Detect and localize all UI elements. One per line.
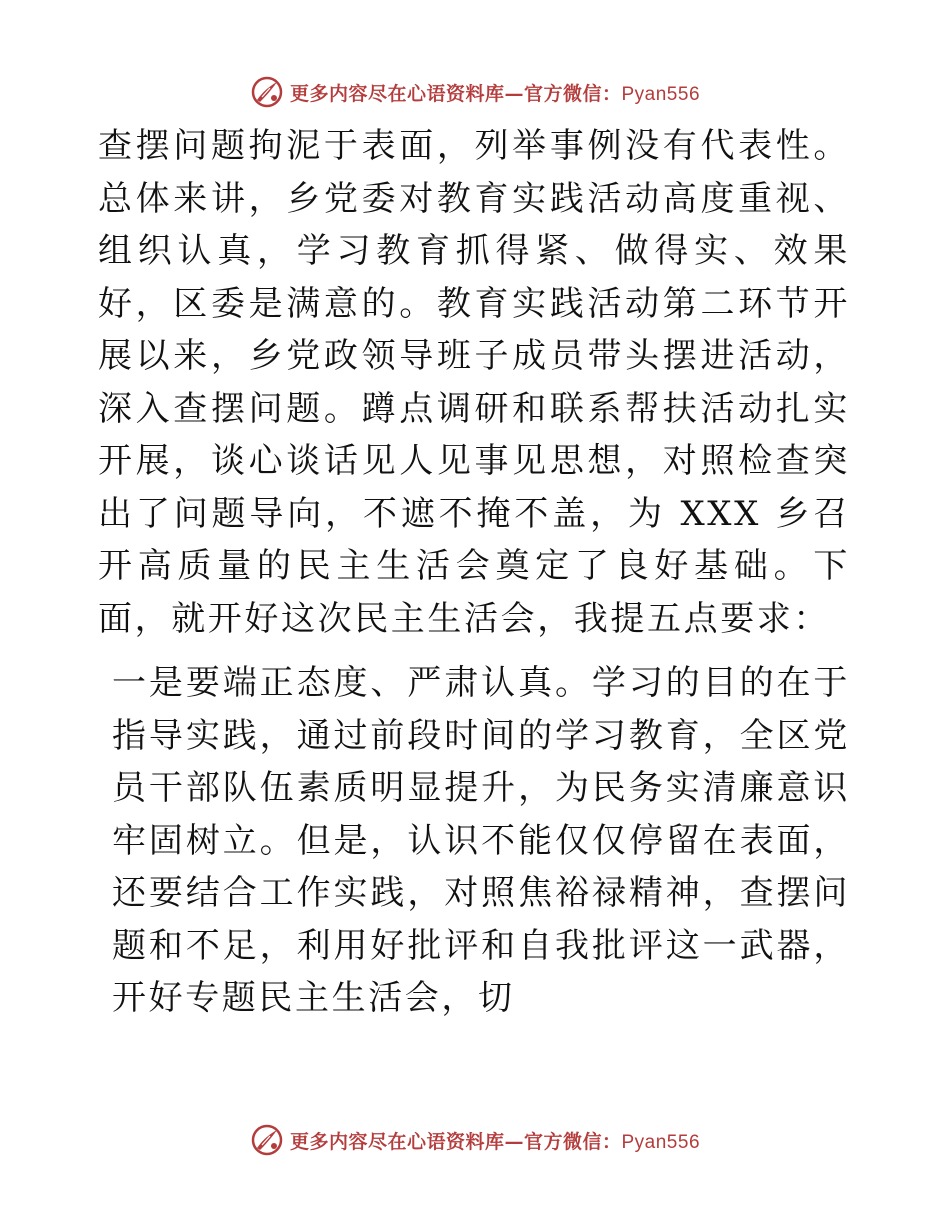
watermark-text: 更多内容尽在心语资料库—官方微信：Pyan556: [289, 1130, 701, 1153]
red-quill-logo-icon: [250, 1123, 284, 1157]
paragraph-2: 一是要端正态度、严肃认真。学习的目的在于指导实践，通过前段时间的学习教育，全区党员干部队伍素质明显提升，为民务实清廉意识牢固树立。但是，认识不能仅仅停留在表面，还要结合工作实践，对照焦裕禄精神，查摆问题和不足，利用好批评和自我批评这一武器，开好专题民主生活会，切: [112, 663, 850, 1018]
red-quill-logo-icon: [250, 75, 284, 109]
paragraph-1: 查摆问题拘泥于表面，列举事例没有代表性。总体来讲，乡党委对教育实践活动高度重视、组织认真，学习教育抓得紧、做得实、效果好，区委是满意的。教育实践活动第二环节开展以来，乡党政领导班子成员带头摆进活动，深入查摆问题。蹲点调研和联系帮扶活动扎实开展，谈心谈话见人见事见思想，对照检查突出了问题导向，不遮不掩不盖，为 XXX 乡召开高质量的民主生活会奠定了良好基础。下面，就开好这次民主生活会，我提五点要求：: [98, 126, 850, 639]
footer-watermark: [0, 1120, 950, 1160]
watermark-text: 更多内容尽在心语资料库—官方微信：Pyan556: [289, 82, 701, 105]
document-body: [98, 120, 850, 1110]
header-watermark: [0, 72, 950, 112]
wechat-id: Pyan556: [621, 1131, 701, 1153]
wechat-id: Pyan556: [621, 83, 701, 105]
